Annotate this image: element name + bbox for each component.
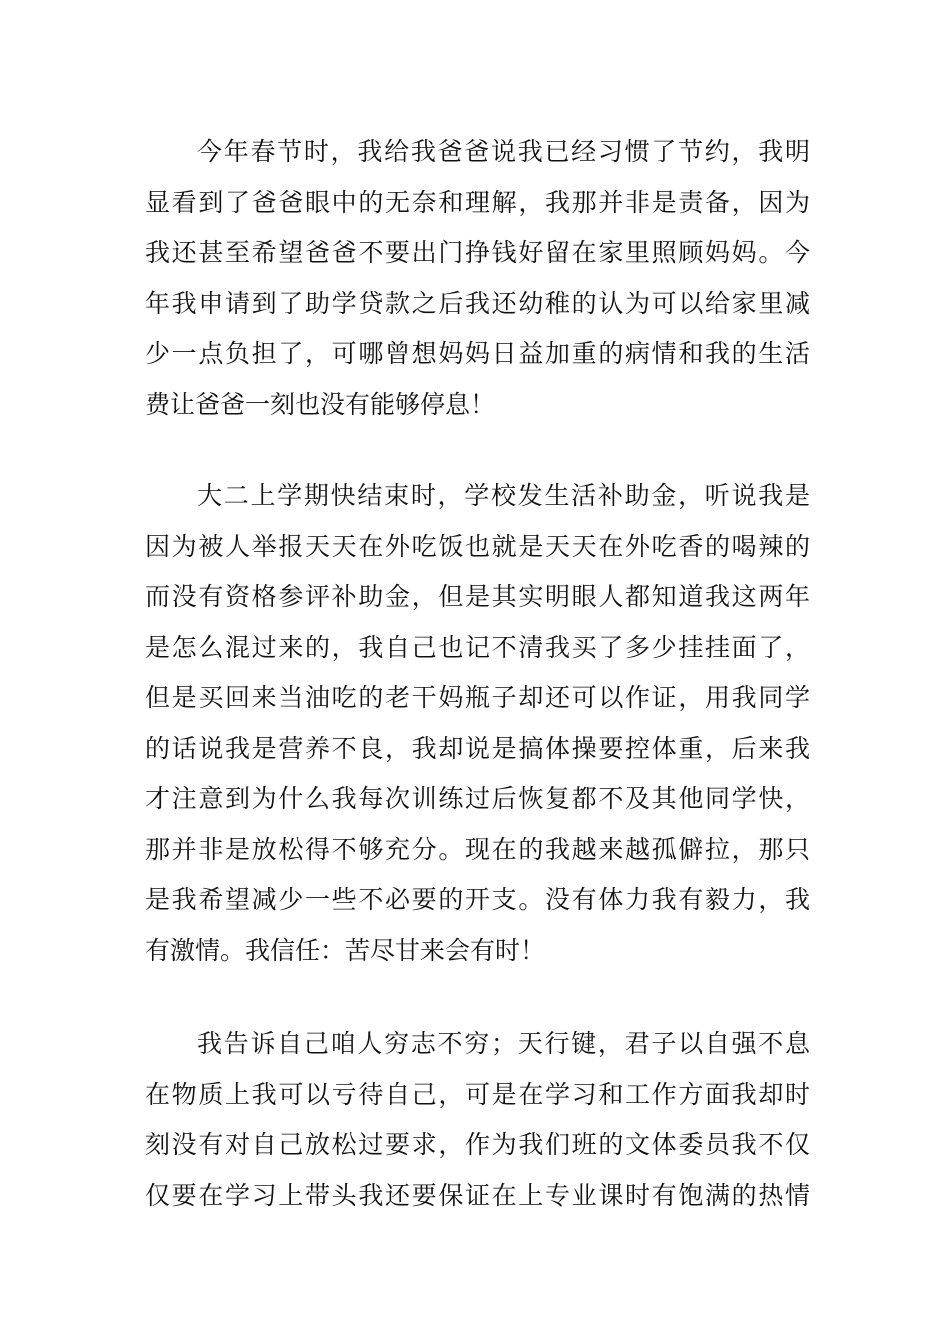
- text-line: 大二上学期快结束时，学校发生活补助金，听说我是: [197, 481, 810, 510]
- text-line: 的话说我是营养不良，我却说是搞体操要控体重，后来我: [145, 733, 810, 763]
- paragraph-2: [145, 471, 810, 976]
- paragraph-1: [145, 127, 810, 430]
- text-line: 那并非是放松得不够充分。现在的我越来越孤僻拉，那只: [145, 834, 810, 864]
- text-line: 有激情。我信任：苦尽甘来会有时！: [145, 935, 546, 965]
- text-line: 仅要在学习上带头我还要保证在上专业课时有饱满的热情: [145, 1180, 810, 1210]
- text-line: 今年春节时，我给我爸爸说我已经习惯了节约，我明: [197, 137, 810, 166]
- text-line: 少一点负担了，可哪曾想妈妈日益加重的病情和我的生活: [145, 339, 810, 368]
- text-line: 但是买回来当油吃的老干妈瓶子却还可以作证，用我同学: [145, 683, 810, 712]
- text-line: 显看到了爸爸眼中的无奈和理解，我那并非是责备，因为: [145, 187, 810, 217]
- text-line: 我告诉自己咱人穷志不穷；天行键，君子以自强不息: [197, 1029, 810, 1058]
- text-line: 是我希望减少一些不必要的开支。没有体力我有毅力，我: [145, 885, 810, 914]
- text-line: 而没有资格参评补助金，但是其实明眼人都知道我这两年: [145, 582, 810, 611]
- text-line: 费让爸爸一刻也没有能够停息！: [145, 389, 496, 419]
- text-line: 年我申请到了助学贷款之后我还幼稚的认为可以给家里减: [145, 288, 810, 318]
- text-line: 在物质上我可以亏待自己，可是在学习和工作方面我却时: [145, 1079, 810, 1109]
- text-line: 是怎么混过来的，我自己也记不清我买了多少挂挂面了，: [145, 632, 810, 662]
- text-line: 因为被人举报天天在外吃饭也就是天天在外吃香的喝辣的: [145, 531, 810, 561]
- text-line: 刻没有对自己放松过要求，作为我们班的文体委员我不仅: [145, 1130, 810, 1159]
- text-line: 我还甚至希望爸爸不要出门挣钱好留在家里照顾妈妈。今: [145, 238, 810, 267]
- text-line: 才注意到为什么我每次训练过后恢复都不及其他同学快，: [145, 784, 810, 813]
- paragraph-3: [145, 1019, 810, 1221]
